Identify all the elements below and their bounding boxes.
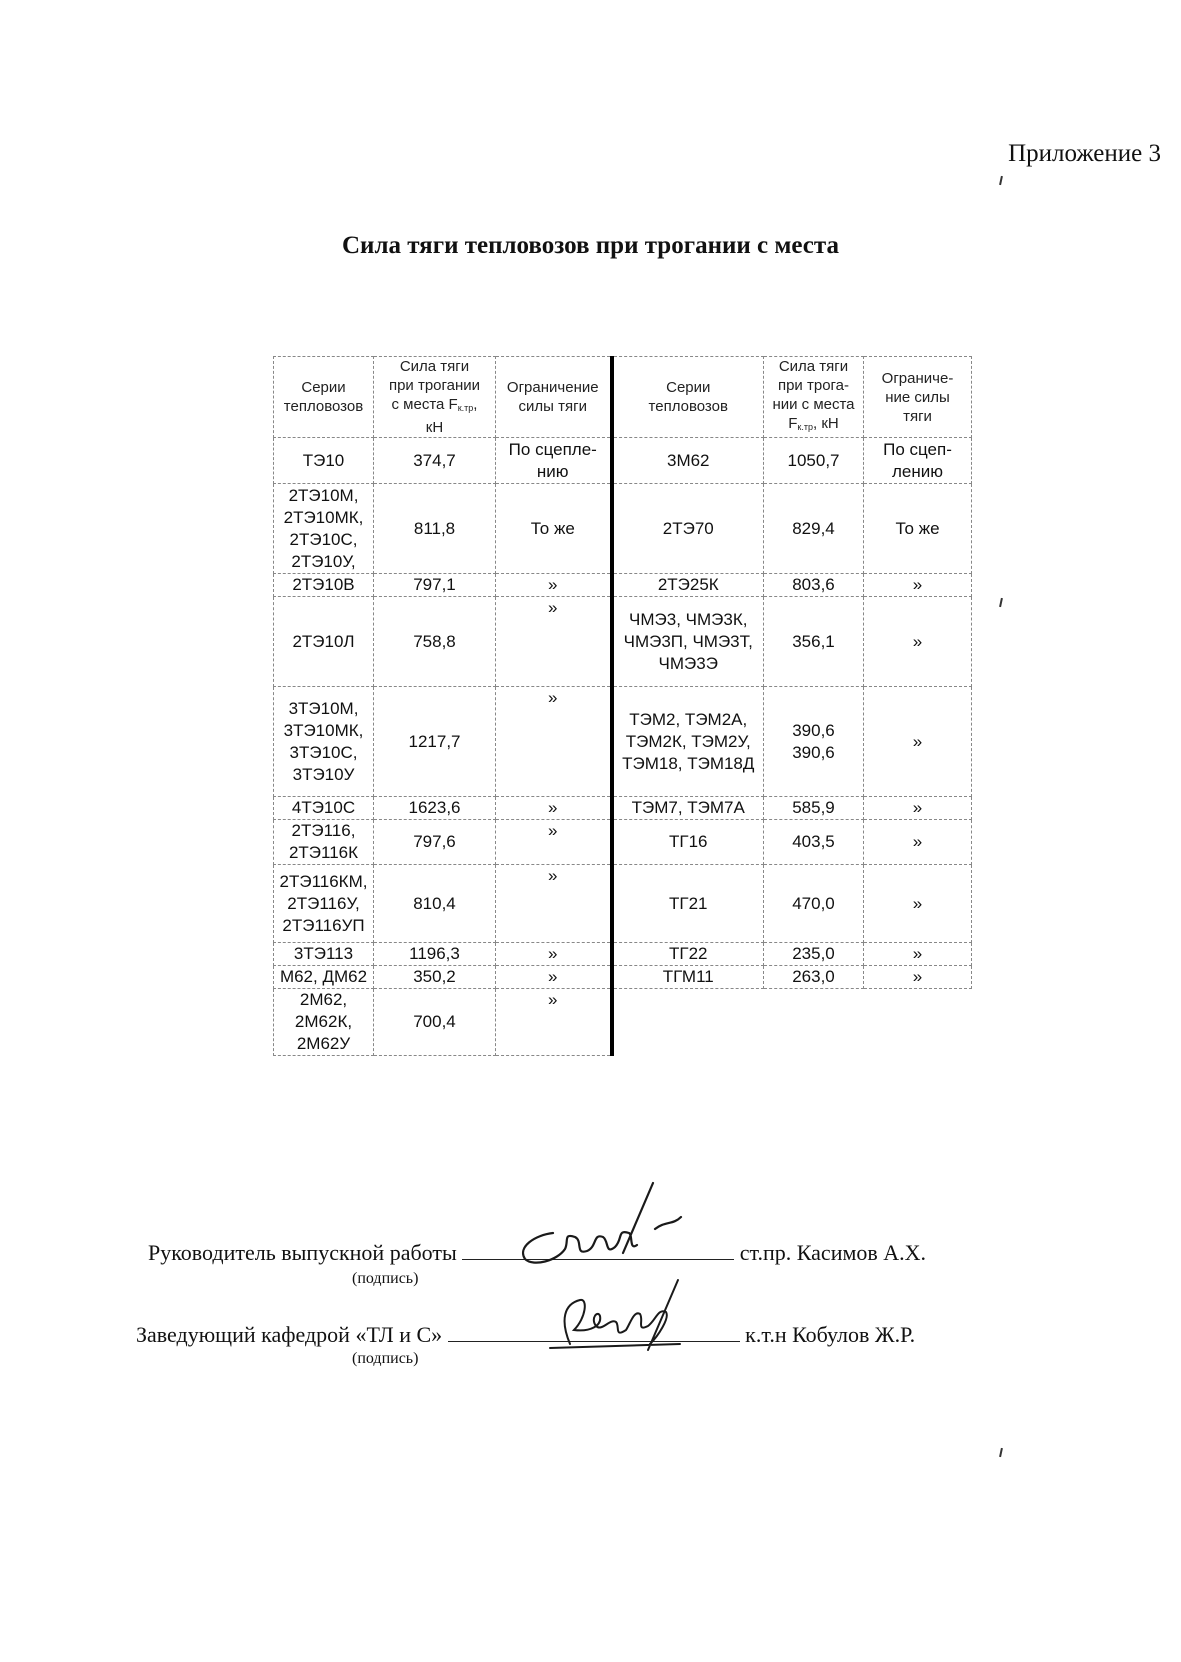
header-limit-left: Ограничение силы тяги xyxy=(496,357,612,438)
cell-series-right: ТЭМ7, ТЭМ7А xyxy=(612,797,764,820)
cell-limit-right: » xyxy=(864,797,972,820)
head-signature-row xyxy=(136,1322,915,1348)
cell-force-left: 1217,7 xyxy=(374,687,496,797)
cell-series-left: М62, ДМ62 xyxy=(274,966,374,989)
cell-series-right: 3М62 xyxy=(612,438,764,484)
head-signature-caption: (подпись) xyxy=(352,1350,419,1367)
cell-force-left: 811,8 xyxy=(374,484,496,574)
table-row xyxy=(274,966,972,989)
cell-series-left: 2ТЭ10М, 2ТЭ10МК, 2ТЭ10С, 2ТЭ10У, xyxy=(274,484,374,574)
cell-limit-left: » xyxy=(496,943,612,966)
table-row xyxy=(274,438,972,484)
page-title: Сила тяги тепловозов при трогании с места xyxy=(342,232,839,259)
table-row xyxy=(274,687,972,797)
cell-limit-right: » xyxy=(864,687,972,797)
cell-limit-left: » xyxy=(496,597,612,687)
cell-force-left: 1196,3 xyxy=(374,943,496,966)
cell-limit-right: » xyxy=(864,865,972,943)
appendix-label: Приложение 3 xyxy=(1008,140,1161,167)
cell-limit-left: » xyxy=(496,574,612,597)
supervisor-signature-caption: (подпись) xyxy=(352,1270,419,1287)
cell-series-right xyxy=(612,989,764,1056)
cell-series-right: ТГ22 xyxy=(612,943,764,966)
cell-limit-right: » xyxy=(864,597,972,687)
cell-limit-left: » xyxy=(496,865,612,943)
cell-series-left: 2ТЭ116, 2ТЭ116К xyxy=(274,820,374,865)
cell-force-right: 263,0 xyxy=(764,966,864,989)
table-row xyxy=(274,574,972,597)
cell-series-left: 2ТЭ10Л xyxy=(274,597,374,687)
cell-force-right: 829,4 xyxy=(764,484,864,574)
cell-force-right: 1050,7 xyxy=(764,438,864,484)
cell-limit-right: По сцеп-лению xyxy=(864,438,972,484)
cell-limit-right: » xyxy=(864,966,972,989)
cell-force-right: 390,6 390,6 xyxy=(764,687,864,797)
table-row xyxy=(274,797,972,820)
scan-artifact xyxy=(999,598,1003,607)
cell-force-left: 350,2 xyxy=(374,966,496,989)
cell-force-left: 797,6 xyxy=(374,820,496,865)
cell-force-right: 470,0 xyxy=(764,865,864,943)
cell-series-right: 2ТЭ25К xyxy=(612,574,764,597)
table-row xyxy=(274,943,972,966)
cell-limit-right: То же xyxy=(864,484,972,574)
cell-series-right: ТГ21 xyxy=(612,865,764,943)
cell-force-right: 235,0 xyxy=(764,943,864,966)
scan-artifact xyxy=(999,1448,1003,1457)
table-row xyxy=(274,597,972,687)
cell-series-left: 2М62, 2М62К, 2М62У xyxy=(274,989,374,1056)
table-row xyxy=(274,989,972,1056)
supervisor-role: Руководитель выпускной работы xyxy=(148,1240,457,1265)
cell-limit-left: » xyxy=(496,989,612,1056)
cell-force-left: 700,4 xyxy=(374,989,496,1056)
table-body xyxy=(274,438,972,1056)
cell-series-left: 3ТЭ10М, 3ТЭ10МК, 3ТЭ10С, 3ТЭ10У xyxy=(274,687,374,797)
supervisor-name: ст.пр. Касимов А.Х. xyxy=(739,1240,927,1265)
table-row xyxy=(274,484,972,574)
head-name: к.т.н Кобулов Ж.Р. xyxy=(745,1322,916,1347)
cell-force-left: 1623,6 xyxy=(374,797,496,820)
cell-force-right: 585,9 xyxy=(764,797,864,820)
table-row xyxy=(274,865,972,943)
cell-limit-left: » xyxy=(496,820,612,865)
header-series-left: Серии тепловозов xyxy=(274,357,374,438)
header-force-right: Сила тяги при трога- нии с места Fк.тр, кН xyxy=(764,357,864,438)
header-limit-right: Ограниче- ние силы тяги xyxy=(864,357,972,438)
cell-limit-right: » xyxy=(864,820,972,865)
cell-limit-right: » xyxy=(864,943,972,966)
head-role: Заведующий кафедрой «ТЛ и С» xyxy=(136,1322,443,1347)
cell-force-right: 803,6 xyxy=(764,574,864,597)
supervisor-handwritten-signature xyxy=(505,1175,705,1275)
cell-limit-right: » xyxy=(864,574,972,597)
scan-artifact xyxy=(999,176,1003,185)
cell-series-right: 2ТЭ70 xyxy=(612,484,764,574)
cell-series-left: 2ТЭ116КМ, 2ТЭ116У, 2ТЭ116УП xyxy=(274,865,374,943)
cell-force-left: 810,4 xyxy=(374,865,496,943)
cell-limit-left: » xyxy=(496,797,612,820)
cell-force-left: 758,8 xyxy=(374,597,496,687)
header-force-left: Сила тяги при трогании с места Fк.тр, кН xyxy=(374,357,496,438)
head-handwritten-signature xyxy=(530,1270,710,1360)
cell-series-right: ТЭМ2, ТЭМ2А, ТЭМ2К, ТЭМ2У, ТЭМ18, ТЭМ18Д xyxy=(612,687,764,797)
cell-series-left: 4ТЭ10С xyxy=(274,797,374,820)
cell-series-right: ТГ16 xyxy=(612,820,764,865)
cell-limit-left: » xyxy=(496,687,612,797)
cell-series-left: 3ТЭ113 xyxy=(274,943,374,966)
cell-limit-left: По сцепле-нию xyxy=(496,438,612,484)
cell-force-right xyxy=(764,989,864,1056)
traction-table xyxy=(273,356,972,1056)
cell-force-left: 374,7 xyxy=(374,438,496,484)
cell-force-right: 403,5 xyxy=(764,820,864,865)
header-series-right: Серии тепловозов xyxy=(612,357,764,438)
table-header-row xyxy=(274,357,972,438)
cell-limit-left: То же xyxy=(496,484,612,574)
cell-series-left: 2ТЭ10В xyxy=(274,574,374,597)
cell-force-right: 356,1 xyxy=(764,597,864,687)
cell-limit-right xyxy=(864,989,972,1056)
cell-series-right: ТГМ11 xyxy=(612,966,764,989)
cell-series-right: ЧМЭ3, ЧМЭ3К, ЧМЭ3П, ЧМЭ3Т, ЧМЭ3Э xyxy=(612,597,764,687)
cell-series-left: ТЭ10 xyxy=(274,438,374,484)
table-row xyxy=(274,820,972,865)
cell-force-left: 797,1 xyxy=(374,574,496,597)
cell-limit-left: » xyxy=(496,966,612,989)
